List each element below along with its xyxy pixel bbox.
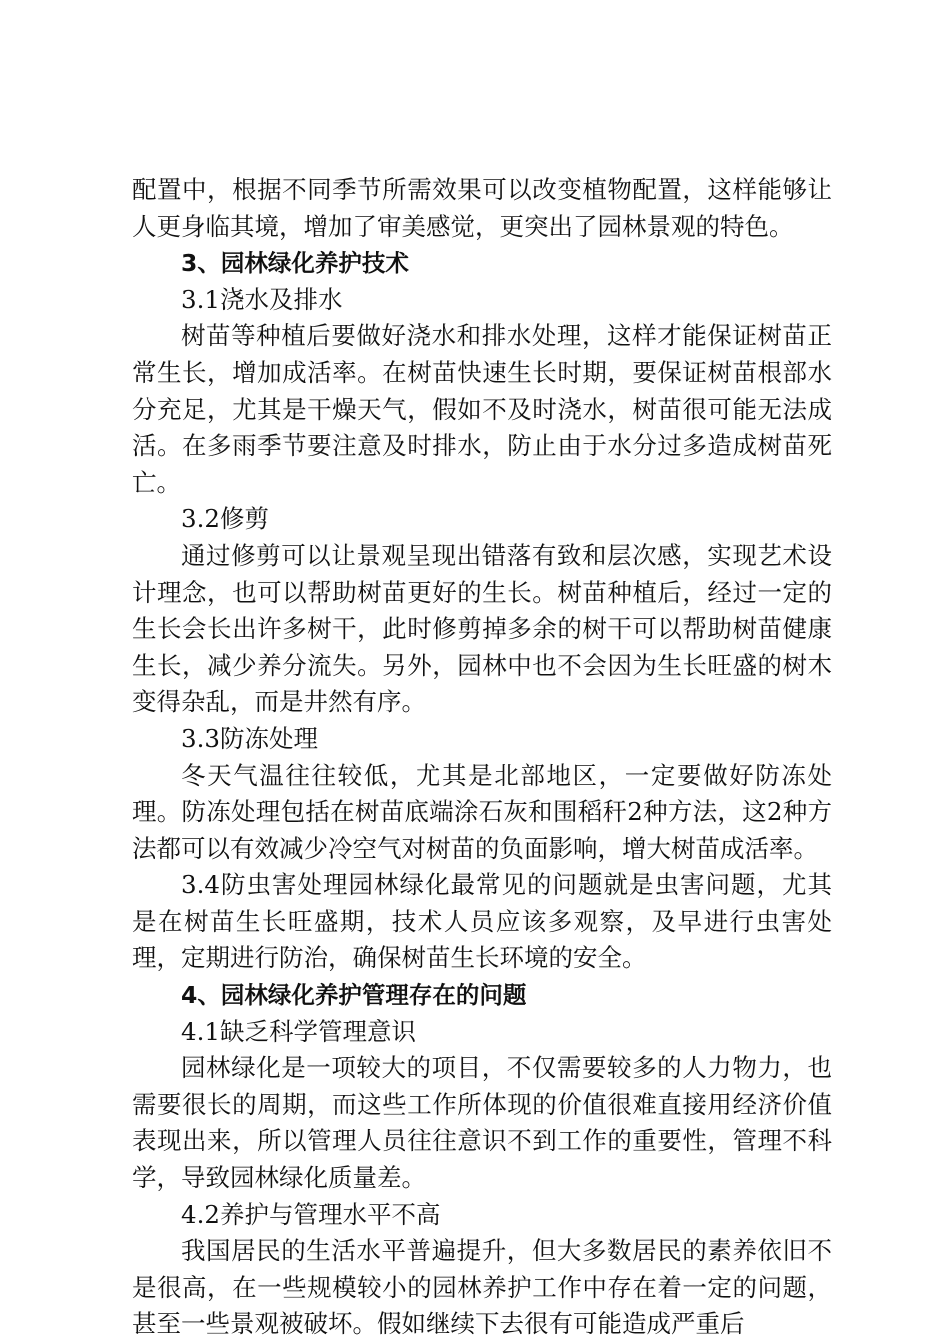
- body-paragraph: 通过修剪可以让景观呈现出错落有致和层次感，实现艺术设计理念，也可以帮助树苗更好的生长。树苗种植后，经过一定的生长会长出许多树干，此时修剪掉多余的树干可以帮助树苗健康生长，减少养分流失。另外，园林中也不会因为生长旺盛的树木变得杂乱，而是井然有序。: [132, 540, 832, 717]
- body-paragraph: 我国居民的生活水平普遍提升，但大多数居民的素养依旧不是很高，在一些规模较小的园林养护工作中存在着一定的问题，甚至一些景观被破坏。假如继续下去很有可能造成严重后: [132, 1236, 832, 1339]
- body-paragraph: 3.4防虫害处理园林绿化最常见的问题就是虫害问题，尤其是在树苗生长旺盛期，技术人员应该多观察，及早进行虫害处理，定期进行防治，确保树苗生长环境的安全。: [132, 870, 832, 973]
- document-page: [132, 172, 832, 1343]
- subsection-heading: 4.2养护与管理水平不高: [181, 1199, 441, 1229]
- subsection-heading: 3.3防冻处理: [181, 723, 318, 753]
- body-paragraph: 树苗等种植后要做好浇水和排水处理，这样才能保证树苗正常生长，增加成活率。在树苗快速生长时期，要保证树苗根部水分充足，尤其是干燥天气，假如不及时浇水，树苗很可能无法成活。在多雨季节要注意及时排水，防止由于水分过多造成树苗死亡。: [132, 321, 832, 497]
- body-paragraph: 园林绿化是一项较大的项目，不仅需要较多的人力物力，也需要很长的周期，而这些工作所体现的价值很难直接用经济价值表现出来，所以管理人员往往意识不到工作的重要性，管理不科学，导致园林绿化质量差。: [132, 1053, 832, 1193]
- body-paragraph: 配置中，根据不同季节所需效果可以改变植物配置，这样能够让人更身临其境，增加了审美感觉，更突出了园林景观的特色。: [132, 175, 832, 241]
- subsection-heading: 3.2修剪: [181, 504, 269, 534]
- body-paragraph: 冬天气温往往较低，尤其是北部地区，一定要做好防冻处理。防冻处理包括在树苗底端涂石灰和围稻秆2种方法，这2种方法都可以有效减少冷空气对树苗的负面影响，增大树苗成活率。: [132, 760, 832, 863]
- subsection-heading: 4.1缺乏科学管理意识: [181, 1016, 416, 1046]
- section-heading: 4、园林绿化养护管理存在的问题: [181, 981, 527, 1010]
- section-heading: 3、园林绿化养护技术: [181, 249, 409, 278]
- subsection-heading: 3.1浇水及排水: [181, 284, 343, 314]
